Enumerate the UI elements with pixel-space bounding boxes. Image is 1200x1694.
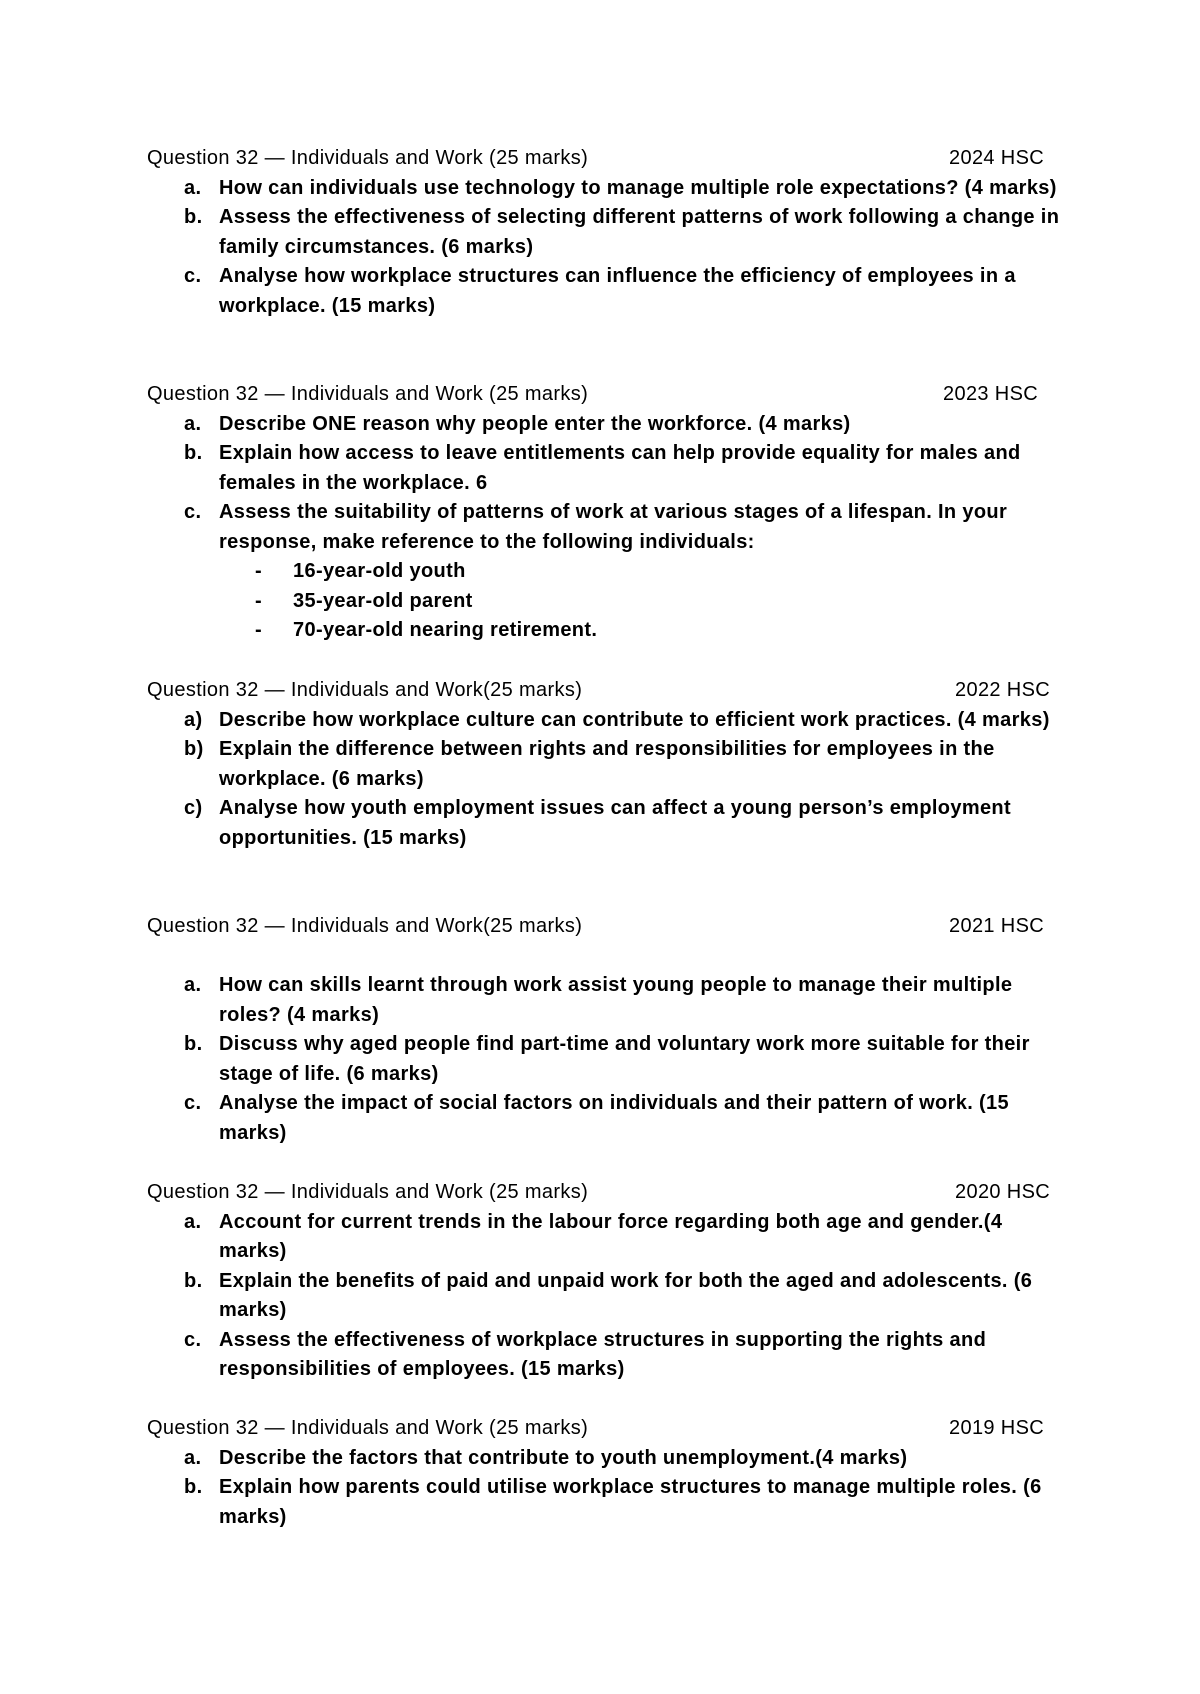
part-marker: b. [184, 1033, 203, 1055]
question-part [147, 706, 1067, 736]
question-title: Question 32 — Individuals and Work(25 marks) [147, 679, 583, 701]
question-part [147, 410, 1067, 440]
question-header [147, 1178, 1067, 1208]
exam-year: 2020 HSC [955, 1181, 1051, 1203]
question-parts [147, 174, 1067, 322]
question-part [147, 262, 1067, 321]
blank-line [147, 942, 1067, 972]
part-text: Assess the effectiveness of selecting different patterns of work following a change in family circumstances. (6 marks) [219, 206, 1060, 258]
question-part [147, 439, 1067, 498]
question-part [147, 735, 1067, 794]
part-text: Describe ONE reason why people enter the workforce. (4 marks) [219, 412, 851, 435]
part-marker: c. [184, 265, 202, 287]
question-block-2024 [147, 144, 1067, 321]
individual-text: 70-year-old nearing retirement. [293, 619, 598, 641]
question-part [147, 1444, 1067, 1474]
part-marker: a) [184, 708, 203, 731]
part-marker: a. [184, 1210, 202, 1233]
question-part [147, 794, 1067, 853]
exam-year: 2021 HSC [949, 915, 1045, 937]
question-part [147, 971, 1067, 1030]
dash-bullet: - [255, 619, 263, 641]
part-marker: b) [184, 738, 204, 760]
question-part [147, 498, 1067, 646]
part-marker: b. [184, 1476, 203, 1498]
exam-year: 2019 HSC [949, 1417, 1045, 1439]
dash-bullet: - [255, 560, 263, 582]
part-text: Discuss why aged people find part-time and voluntary work more suitable for their stage of life. (6 marks) [219, 1033, 1030, 1085]
question-part [147, 1473, 1067, 1532]
dash-bullet: - [255, 589, 263, 612]
part-text: Analyse how youth employment issues can affect a young person’s employment opportunities. (15 marks) [219, 797, 1012, 849]
part-marker: a. [184, 176, 202, 199]
individual-item [219, 616, 1067, 646]
question-block-2022 [147, 676, 1067, 853]
question-parts [147, 706, 1067, 854]
question-part [147, 1326, 1067, 1385]
question-block-2019 [147, 1414, 1067, 1532]
individual-item [219, 557, 1067, 587]
part-text: Analyse how workplace structures can influence the efficiency of employees in a workplace. (15 marks) [219, 265, 1016, 317]
individual-item [219, 587, 1067, 617]
part-marker: a. [184, 974, 202, 996]
individual-text: 35-year-old parent [293, 589, 473, 612]
part-marker: a. [184, 412, 202, 435]
individual-text: 16-year-old youth [293, 560, 466, 582]
part-text: Analyse the impact of social factors on individuals and their pattern of work. (15 marks) [219, 1092, 1009, 1144]
question-title: Question 32 — Individuals and Work (25 marks) [147, 1181, 589, 1203]
question-header [147, 912, 1067, 942]
question-header [147, 144, 1067, 174]
part-marker: c. [184, 1328, 202, 1351]
question-part [147, 1267, 1067, 1326]
exam-year: 2022 HSC [955, 679, 1051, 701]
part-text: Describe the factors that contribute to youth unemployment.(4 marks) [219, 1446, 908, 1469]
part-marker: c. [184, 1092, 202, 1114]
part-text: How can skills learnt through work assist young people to manage their multiple roles? (4 marks) [219, 974, 1013, 1026]
part-text: Assess the suitability of patterns of work at various stages of a lifespan. In your response, make reference to the following individuals: [219, 501, 1008, 553]
question-title: Question 32 — Individuals and Work (25 marks) [147, 147, 589, 169]
question-title: Question 32 — Individuals and Work (25 marks) [147, 383, 589, 405]
question-part [147, 1089, 1067, 1148]
question-part [147, 174, 1067, 204]
exam-year: 2023 HSC [943, 383, 1039, 405]
part-marker: b. [184, 442, 203, 464]
question-parts [147, 971, 1067, 1148]
question-part [147, 1208, 1067, 1267]
question-header [147, 1414, 1067, 1444]
question-part [147, 1030, 1067, 1089]
part-text: Explain the difference between rights and responsibilities for employees in the workplace. (6 marks) [219, 738, 995, 790]
part-text: How can individuals use technology to manage multiple role expectations? (4 marks) [219, 176, 1057, 199]
part-text: Explain how access to leave entitlements can help provide equality for males and females in the workplace. 6 [219, 442, 1021, 494]
part-marker: b. [184, 206, 203, 228]
question-block-2021 [147, 912, 1067, 1148]
question-parts [147, 410, 1067, 646]
question-block-2023 [147, 380, 1067, 646]
question-part [147, 203, 1067, 262]
part-text: Explain how parents could utilise workplace structures to manage multiple roles. (6 marks) [219, 1476, 1042, 1528]
question-title: Question 32 — Individuals and Work(25 marks) [147, 915, 583, 937]
exam-year: 2024 HSC [949, 147, 1045, 169]
part-marker: c. [184, 501, 202, 523]
question-header [147, 380, 1067, 410]
question-header [147, 676, 1067, 706]
part-text: Assess the effectiveness of workplace structures in supporting the rights and responsibilities of employees. (15 marks) [219, 1328, 987, 1380]
part-marker: c) [184, 797, 203, 819]
question-parts [147, 1208, 1067, 1385]
part-text: Describe how workplace culture can contribute to efficient work practices. (4 marks) [219, 708, 1050, 731]
individuals-list [219, 557, 1067, 646]
question-parts [147, 1444, 1067, 1533]
part-marker: a. [184, 1446, 202, 1469]
part-text: Account for current trends in the labour force regarding both age and gender.(4 marks) [219, 1210, 1003, 1262]
part-text: Explain the benefits of paid and unpaid work for both the aged and adolescents. (6 marks) [219, 1269, 1033, 1321]
question-title: Question 32 — Individuals and Work (25 marks) [147, 1417, 589, 1439]
question-block-2020 [147, 1178, 1067, 1385]
part-marker: b. [184, 1269, 203, 1292]
